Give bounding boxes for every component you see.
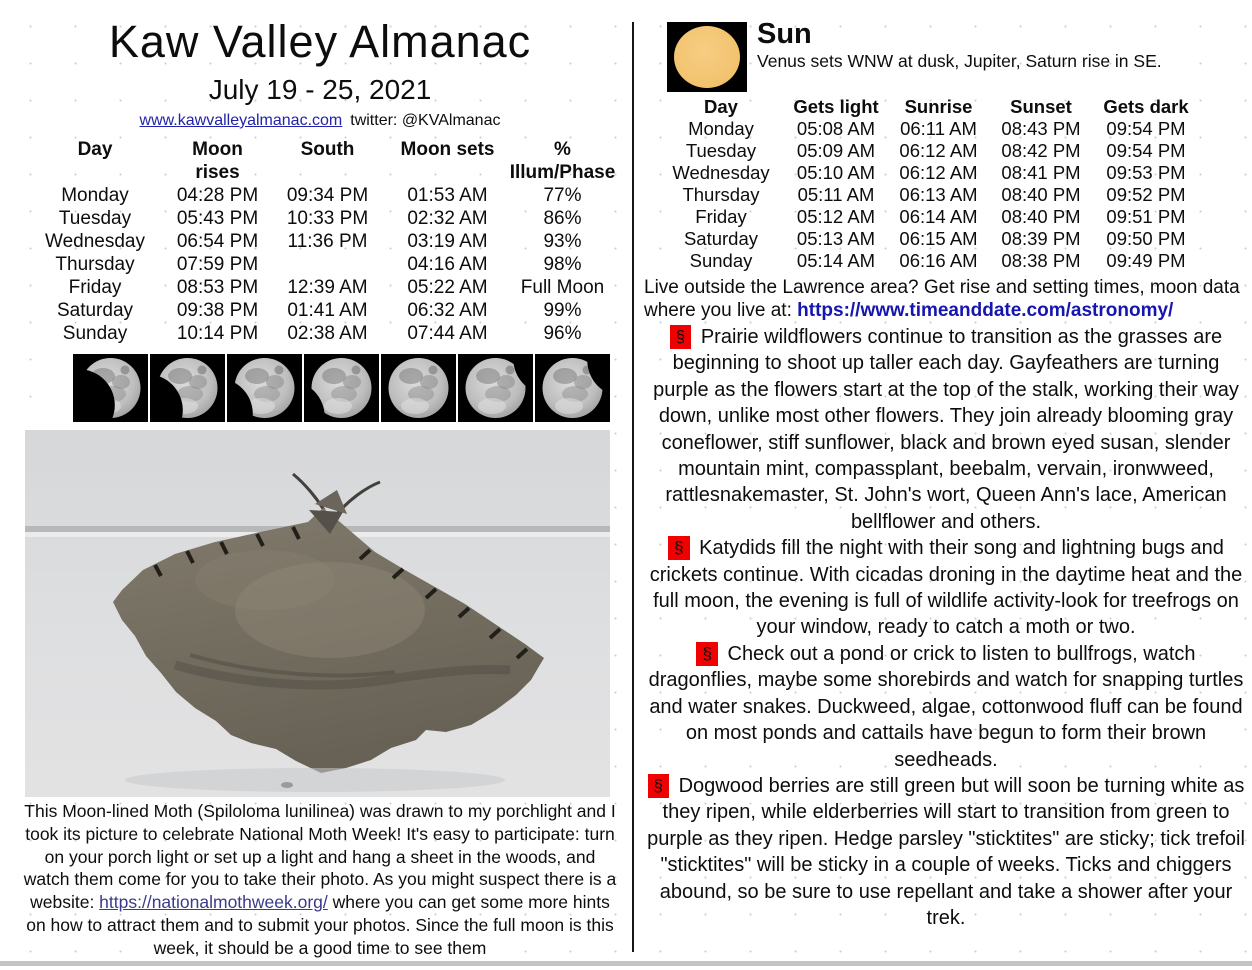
table-cell: 08:53 PM [176, 277, 259, 298]
column-header: Day [704, 96, 738, 117]
twitter-handle: twitter: @KVAlmanac [350, 112, 501, 129]
table-cell: Saturday [683, 228, 759, 249]
table-cell: Sunday [62, 323, 128, 344]
column-header: Gets dark [1103, 96, 1189, 117]
mothweek-link[interactable]: https://nationalmothweek.org/ [99, 892, 328, 913]
column-header: Moon sets [400, 139, 495, 160]
table-cell: 06:12 AM [899, 162, 978, 183]
table-cell: Monday [688, 118, 754, 139]
table-cell: 08:39 PM [1001, 228, 1081, 249]
table-cell: 05:08 AM [796, 118, 876, 139]
column-header: Sunrise [904, 96, 973, 117]
table-cell: 09:49 PM [1106, 250, 1186, 271]
table-cell: 11:36 PM [287, 231, 368, 252]
caption-text-before: This Moon-lined Moth (Spiloloma lunilinea) was drawn to my porchlight and I took its picture to celebrate National Moth Week! It's easy to participate: turn on your porch light or set up a light and hang a sheet in the woods, and watch them come for you to take their photo. As you might suspect there is a website: [23, 801, 617, 913]
table-cell: 77% [543, 185, 582, 206]
table-cell: 08:43 PM [1001, 118, 1081, 139]
left-column [20, 16, 620, 960]
table-cell: 08:42 PM [1001, 140, 1081, 161]
sun-subtitle: Venus sets WNW at dusk, Jupiter, Saturn rise in SE. [757, 51, 1162, 71]
table-cell: 06:16 AM [899, 250, 978, 271]
table-cell: Wednesday [672, 162, 770, 183]
table-cell: 05:10 AM [796, 162, 876, 183]
table-cell: 09:54 PM [1106, 118, 1186, 139]
table-cell: 09:38 PM [176, 300, 259, 321]
live-outside-text: Live outside the Lawrence area? Get rise and setting times, moon data where you live at: [644, 277, 1240, 321]
column-header: Gets light [793, 96, 879, 117]
section-marker: § [648, 774, 669, 798]
column-header: % Illum/Phase [509, 139, 616, 183]
nature-note-paragraph: § Dogwood berries are still green but will soon be turning white as they ripen, while elderberries will start to transition from green to purple as they ripen. Hedge parsley "sticktites" are sticky; tick trefoil "sticktites" will be sticky in a couple of weeks. Ticks and chiggers abound, so be sure to use repellant and take a shower after your trek. [647, 774, 1245, 929]
table-cell: Wednesday [45, 231, 145, 252]
moon-table [20, 138, 620, 345]
waxing-gibbous-86-image [150, 354, 225, 422]
table-cell: Tuesday [58, 208, 132, 229]
table-cell: 05:14 AM [796, 250, 876, 271]
table-cell: 02:32 AM [407, 208, 488, 229]
table-cell: 04:28 PM [176, 185, 259, 206]
waxing-gibbous-93-image [227, 354, 302, 422]
nature-notes [644, 324, 1248, 931]
table-cell: 08:40 PM [1001, 206, 1081, 227]
photo-caption [20, 800, 620, 960]
sun-header [667, 16, 1248, 92]
table-cell: Friday [695, 206, 747, 227]
table-cell: Sunday [689, 250, 753, 271]
table-cell: Monday [61, 185, 129, 206]
table-cell: 05:11 AM [797, 184, 875, 205]
table-cell: 06:12 AM [899, 140, 978, 161]
table-cell: 10:14 PM [176, 323, 259, 344]
table-cell: 08:41 PM [1001, 162, 1081, 183]
table-cell: 98% [543, 254, 582, 275]
sun-table [656, 96, 1248, 272]
section-marker: § [696, 642, 717, 666]
table-cell: Friday [68, 277, 122, 298]
timeanddate-link[interactable]: https://www.timeanddate.com/astronomy/ [797, 300, 1174, 321]
table-cell: 09:53 PM [1106, 162, 1186, 183]
table-cell: 06:13 AM [899, 184, 978, 205]
column-header: Day [77, 139, 113, 160]
table-cell: 01:53 AM [407, 185, 488, 206]
table-cell: 02:38 AM [287, 323, 368, 344]
table-cell [265, 253, 390, 276]
table-cell: 86% [543, 208, 582, 229]
right-column [644, 16, 1248, 931]
waning-gibbous-96-image [535, 354, 610, 422]
table-cell: Saturday [56, 300, 134, 321]
section-marker: § [670, 325, 691, 349]
table-cell: 06:32 AM [407, 300, 488, 321]
table-cell: Thursday [682, 184, 760, 205]
table-cell: 06:54 PM [176, 231, 259, 252]
waxing-gibbous-77-image [73, 354, 148, 422]
table-cell: 05:13 AM [796, 228, 876, 249]
page-title: Kaw Valley Almanac [108, 16, 532, 67]
sun-icon [667, 22, 747, 92]
full-moon-image [381, 354, 456, 422]
table-cell: 93% [543, 231, 582, 252]
table-cell: 05:43 PM [176, 208, 259, 229]
column-header: Sunset [1010, 96, 1072, 117]
moth-photo [25, 430, 610, 797]
table-cell: 05:09 AM [796, 140, 876, 161]
table-cell: Full Moon [520, 277, 605, 298]
table-cell: 09:34 PM [286, 185, 369, 206]
moth-illustration [25, 430, 610, 797]
table-cell: 10:33 PM [286, 208, 369, 229]
caption-text-after: where you can get some more hints on how to attract them and to submit your photos. Since the full moon is this week, it should be a good time to see them [26, 892, 614, 958]
table-cell: Tuesday [685, 140, 757, 161]
column-divider [632, 22, 634, 952]
table-cell: 09:52 PM [1106, 184, 1186, 205]
waxing-gibbous-98-image [304, 354, 379, 422]
section-marker: § [668, 536, 689, 560]
table-cell: 09:54 PM [1106, 140, 1186, 161]
nature-note-paragraph: § Check out a pond or crick to listen to bullfrogs, watch dragonflies, maybe some shorebirds and watch for snapping turtles and water snakes. Duckweed, algae, cottonwood fluff can be found on most ponds and cattails have begun to form their brown seedheads. [648, 642, 1244, 771]
date-range: July 19 - 25, 2021 [208, 74, 432, 105]
live-outside-note [644, 276, 1248, 322]
website-link[interactable]: www.kawvalleyalmanac.com [139, 112, 343, 129]
table-cell: 01:41 AM [287, 300, 368, 321]
column-header: Moon rises [192, 139, 243, 183]
table-cell: 06:14 AM [899, 206, 978, 227]
table-cell: 06:15 AM [899, 228, 978, 249]
table-cell: 05:12 AM [796, 206, 876, 227]
moon-phase-strip [73, 354, 620, 422]
table-cell: 08:38 PM [1001, 250, 1081, 271]
table-cell: Thursday [55, 254, 135, 275]
table-cell: 04:16 AM [407, 254, 488, 275]
bottom-rule [0, 961, 1252, 966]
table-cell: 05:22 AM [407, 277, 488, 298]
table-cell: 03:19 AM [407, 231, 488, 252]
table-cell: 09:51 PM [1106, 206, 1186, 227]
table-cell: 07:59 PM [176, 254, 259, 275]
table-cell: 99% [543, 300, 582, 321]
table-cell: 08:40 PM [1001, 184, 1081, 205]
table-cell: 96% [543, 323, 582, 344]
nature-note-paragraph: § Katydids fill the night with their song and lightning bugs and crickets continue. With cicadas droning in the daytime heat and the full moon, the evening is full of wildlife activity-look for treefrogs on your window, ready to catch a moth or two. [649, 537, 1243, 639]
waning-gibbous-99-image [458, 354, 533, 422]
table-cell: 09:50 PM [1106, 228, 1186, 249]
column-header: South [300, 139, 355, 160]
table-cell: 12:39 AM [287, 277, 368, 298]
sun-section-title: Sun [757, 18, 812, 50]
links-row [20, 112, 620, 130]
table-cell: 06:11 AM [900, 118, 977, 139]
table-cell: 07:44 AM [407, 323, 488, 344]
nature-note-paragraph: § Prairie wildflowers continue to transition as the grasses are beginning to shoot up taller each day. Gayfeathers are turning purple as the flowers start at the top of the stalk, working their way down, unlike most other flowers. They join already blooming gray coneflower, stiff sunflower, black and brown eyed susan, slender mountain mint, compassplant, beebalm, vervain, ironwweed, rattlesnakemaster, St. John's wort, Queen Ann's lace, American bellflower and others. [653, 326, 1239, 533]
